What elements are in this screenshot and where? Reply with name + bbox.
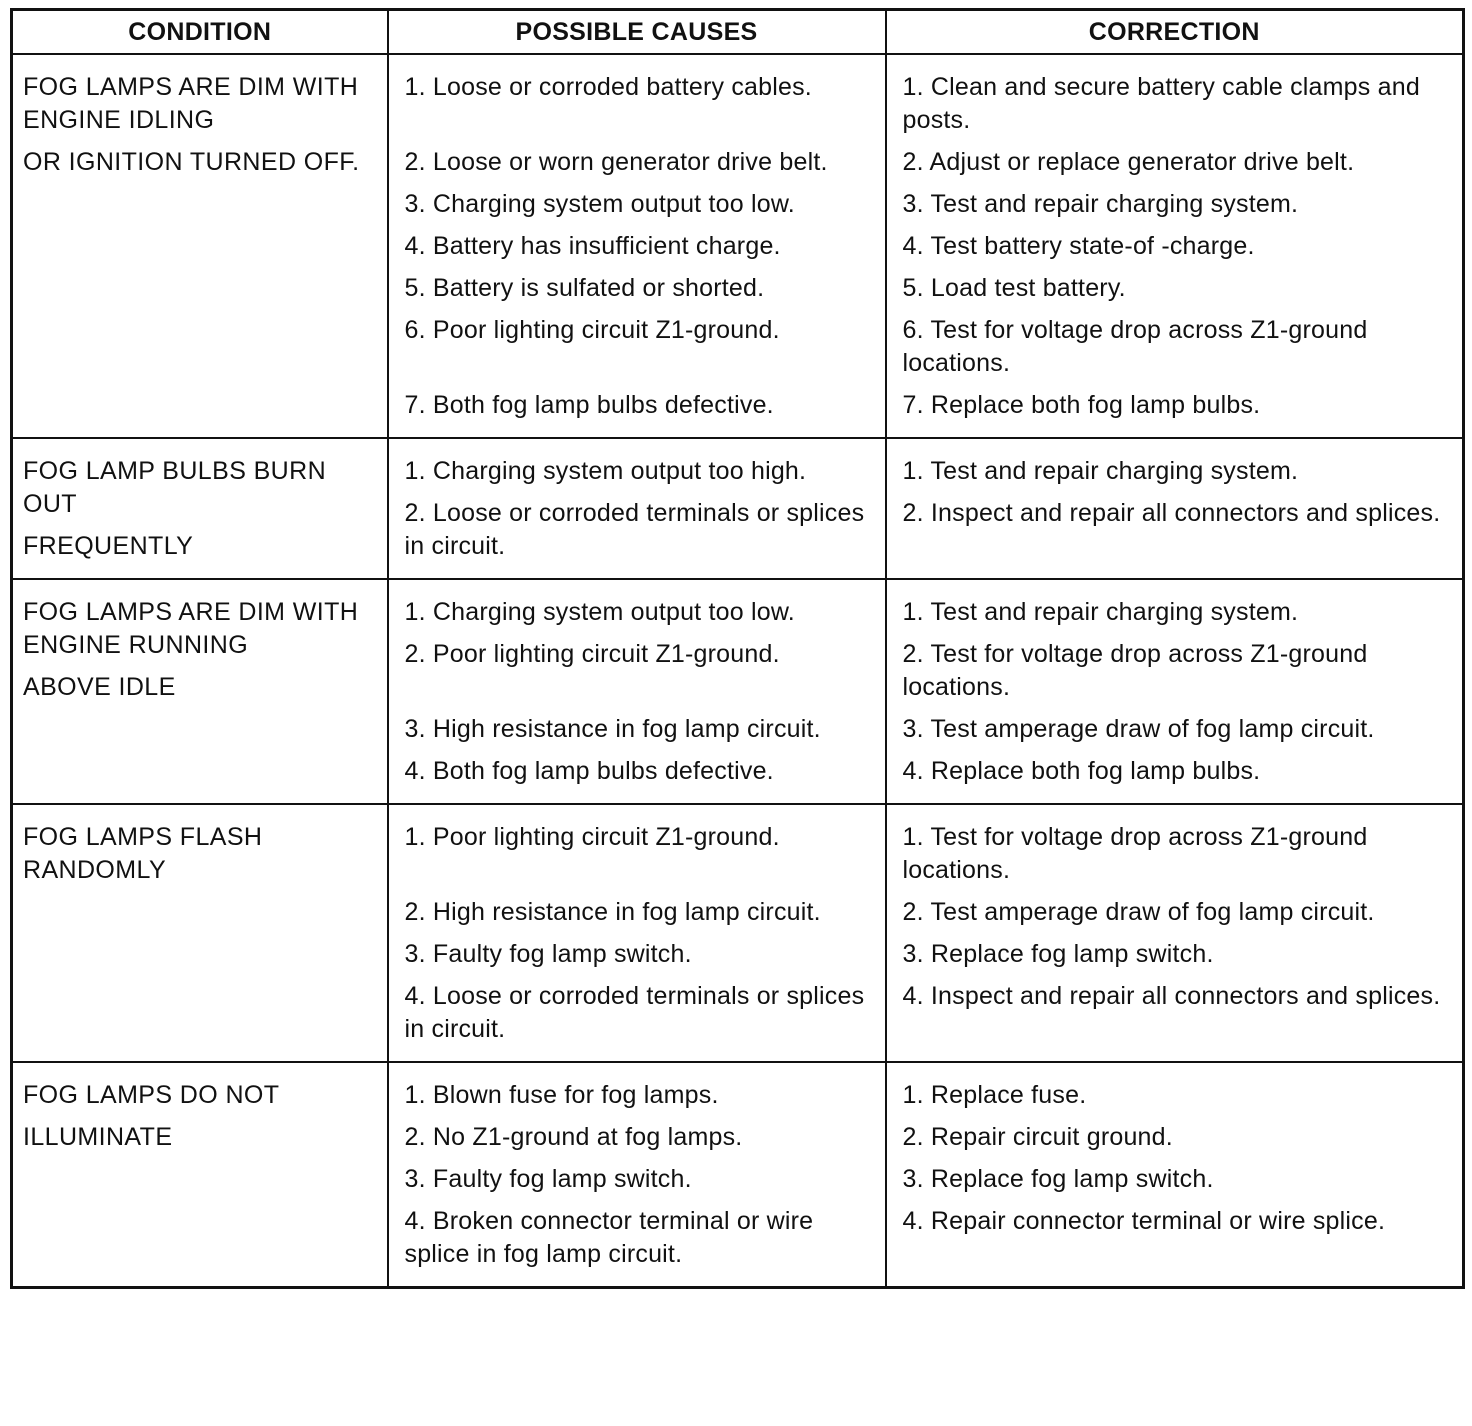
correction-cell: [886, 579, 1464, 804]
header-condition: CONDITION: [12, 10, 388, 55]
condition-cell: [12, 438, 388, 579]
possible-causes-cell: [388, 579, 886, 804]
correction-item: 6. Test for voltage drop across Z1-ground locations.: [902, 316, 1368, 377]
condition-cell: [12, 804, 388, 1062]
cause-item: 4. Loose or corroded terminals or splices in circuit.: [404, 982, 865, 1043]
correction-cell: [886, 54, 1464, 438]
cause-item: 3. Charging system output too low.: [404, 190, 795, 218]
correction-cell: [886, 804, 1464, 1062]
condition-cell: [12, 1062, 388, 1288]
correction-item: 3. Test and repair charging system.: [902, 190, 1299, 218]
diagnosis-table: [10, 8, 1465, 1289]
cause-item: 4. Broken connector terminal or wire splice in fog lamp circuit.: [404, 1207, 814, 1268]
correction-item: 3. Test amperage draw of fog lamp circuit.: [902, 715, 1375, 743]
cause-item: 2. Loose or worn generator drive belt.: [404, 148, 828, 176]
cause-item: 4. Battery has insufficient charge.: [404, 232, 781, 260]
correction-item: 2. Repair circuit ground.: [902, 1123, 1173, 1151]
condition-text: FREQUENTLY: [23, 532, 194, 560]
cause-item: 5. Battery is sulfated or shorted.: [404, 274, 765, 302]
correction-item: 4. Test battery state-of -charge.: [902, 232, 1255, 260]
cause-item: 7. Both fog lamp bulbs defective.: [404, 391, 774, 419]
possible-causes-cell: [388, 54, 886, 438]
correction-item: 2. Adjust or replace generator drive belt.: [902, 148, 1355, 176]
condition-text: FOG LAMPS ARE DIM WITH ENGINE RUNNING: [23, 598, 359, 659]
table-row: [12, 579, 1464, 804]
header-correction: CORRECTION: [886, 10, 1464, 55]
correction-item: 1. Clean and secure battery cable clamps and posts.: [902, 73, 1420, 134]
correction-item: 4. Replace both fog lamp bulbs.: [902, 757, 1261, 785]
condition-text: FOG LAMP BULBS BURN OUT: [23, 457, 327, 518]
table-row: [12, 438, 1464, 579]
correction-item: 4. Repair connector terminal or wire splice.: [902, 1207, 1386, 1235]
condition-text: ABOVE IDLE: [23, 673, 176, 701]
cause-item: 1. Charging system output too high.: [404, 457, 807, 485]
correction-item: 7. Replace both fog lamp bulbs.: [902, 391, 1261, 419]
correction-item: 2. Inspect and repair all connectors and splices.: [902, 499, 1441, 527]
diagnosis-body: [12, 54, 1464, 1288]
correction-item: 1. Replace fuse.: [902, 1081, 1087, 1109]
correction-item: 1. Test for voltage drop across Z1-ground locations.: [902, 823, 1368, 884]
possible-causes-cell: [388, 1062, 886, 1288]
possible-causes-cell: [388, 438, 886, 579]
cause-item: 1. Poor lighting circuit Z1-ground.: [404, 823, 780, 851]
correction-item: 1. Test and repair charging system.: [902, 598, 1299, 626]
cause-item: 6. Poor lighting circuit Z1-ground.: [404, 316, 780, 344]
condition-text: FOG LAMPS ARE DIM WITH ENGINE IDLING: [23, 73, 359, 134]
condition-cell: [12, 54, 388, 438]
correction-item: 4. Inspect and repair all connectors and splices.: [902, 982, 1441, 1010]
condition-text: FOG LAMPS FLASH RANDOMLY: [23, 823, 263, 884]
condition-text: ILLUMINATE: [23, 1123, 173, 1151]
correction-item: 2. Test for voltage drop across Z1-ground locations.: [902, 640, 1368, 701]
header-row: [12, 10, 1464, 55]
cause-item: 4. Both fog lamp bulbs defective.: [404, 757, 774, 785]
correction-cell: [886, 438, 1464, 579]
cause-item: 1. Blown fuse for fog lamps.: [404, 1081, 719, 1109]
correction-cell: [886, 1062, 1464, 1288]
correction-item: 1. Test and repair charging system.: [902, 457, 1299, 485]
cause-item: 2. Loose or corroded terminals or splices in circuit.: [404, 499, 865, 560]
cause-item: 2. No Z1-ground at fog lamps.: [404, 1123, 743, 1151]
cause-item: 1. Charging system output too low.: [404, 598, 795, 626]
header-possible-causes: POSSIBLE CAUSES: [388, 10, 886, 55]
condition-text: OR IGNITION TURNED OFF.: [23, 148, 360, 176]
correction-item: 3. Replace fog lamp switch.: [902, 940, 1214, 968]
cause-item: 3. Faulty fog lamp switch.: [404, 940, 692, 968]
diagnosis-chart: [10, 8, 1462, 1289]
table-row: [12, 1062, 1464, 1288]
possible-causes-cell: [388, 804, 886, 1062]
cause-item: 2. Poor lighting circuit Z1-ground.: [404, 640, 780, 668]
cause-item: 3. Faulty fog lamp switch.: [404, 1165, 692, 1193]
correction-item: 5. Load test battery.: [902, 274, 1126, 302]
cause-item: 1. Loose or corroded battery cables.: [404, 73, 812, 101]
correction-item: 2. Test amperage draw of fog lamp circuit.: [902, 898, 1375, 926]
cause-item: 3. High resistance in fog lamp circuit.: [404, 715, 821, 743]
table-row: [12, 804, 1464, 1062]
cause-item: 2. High resistance in fog lamp circuit.: [404, 898, 821, 926]
condition-cell: [12, 579, 388, 804]
condition-text: FOG LAMPS DO NOT: [23, 1081, 280, 1109]
correction-item: 3. Replace fog lamp switch.: [902, 1165, 1214, 1193]
table-row: [12, 54, 1464, 438]
